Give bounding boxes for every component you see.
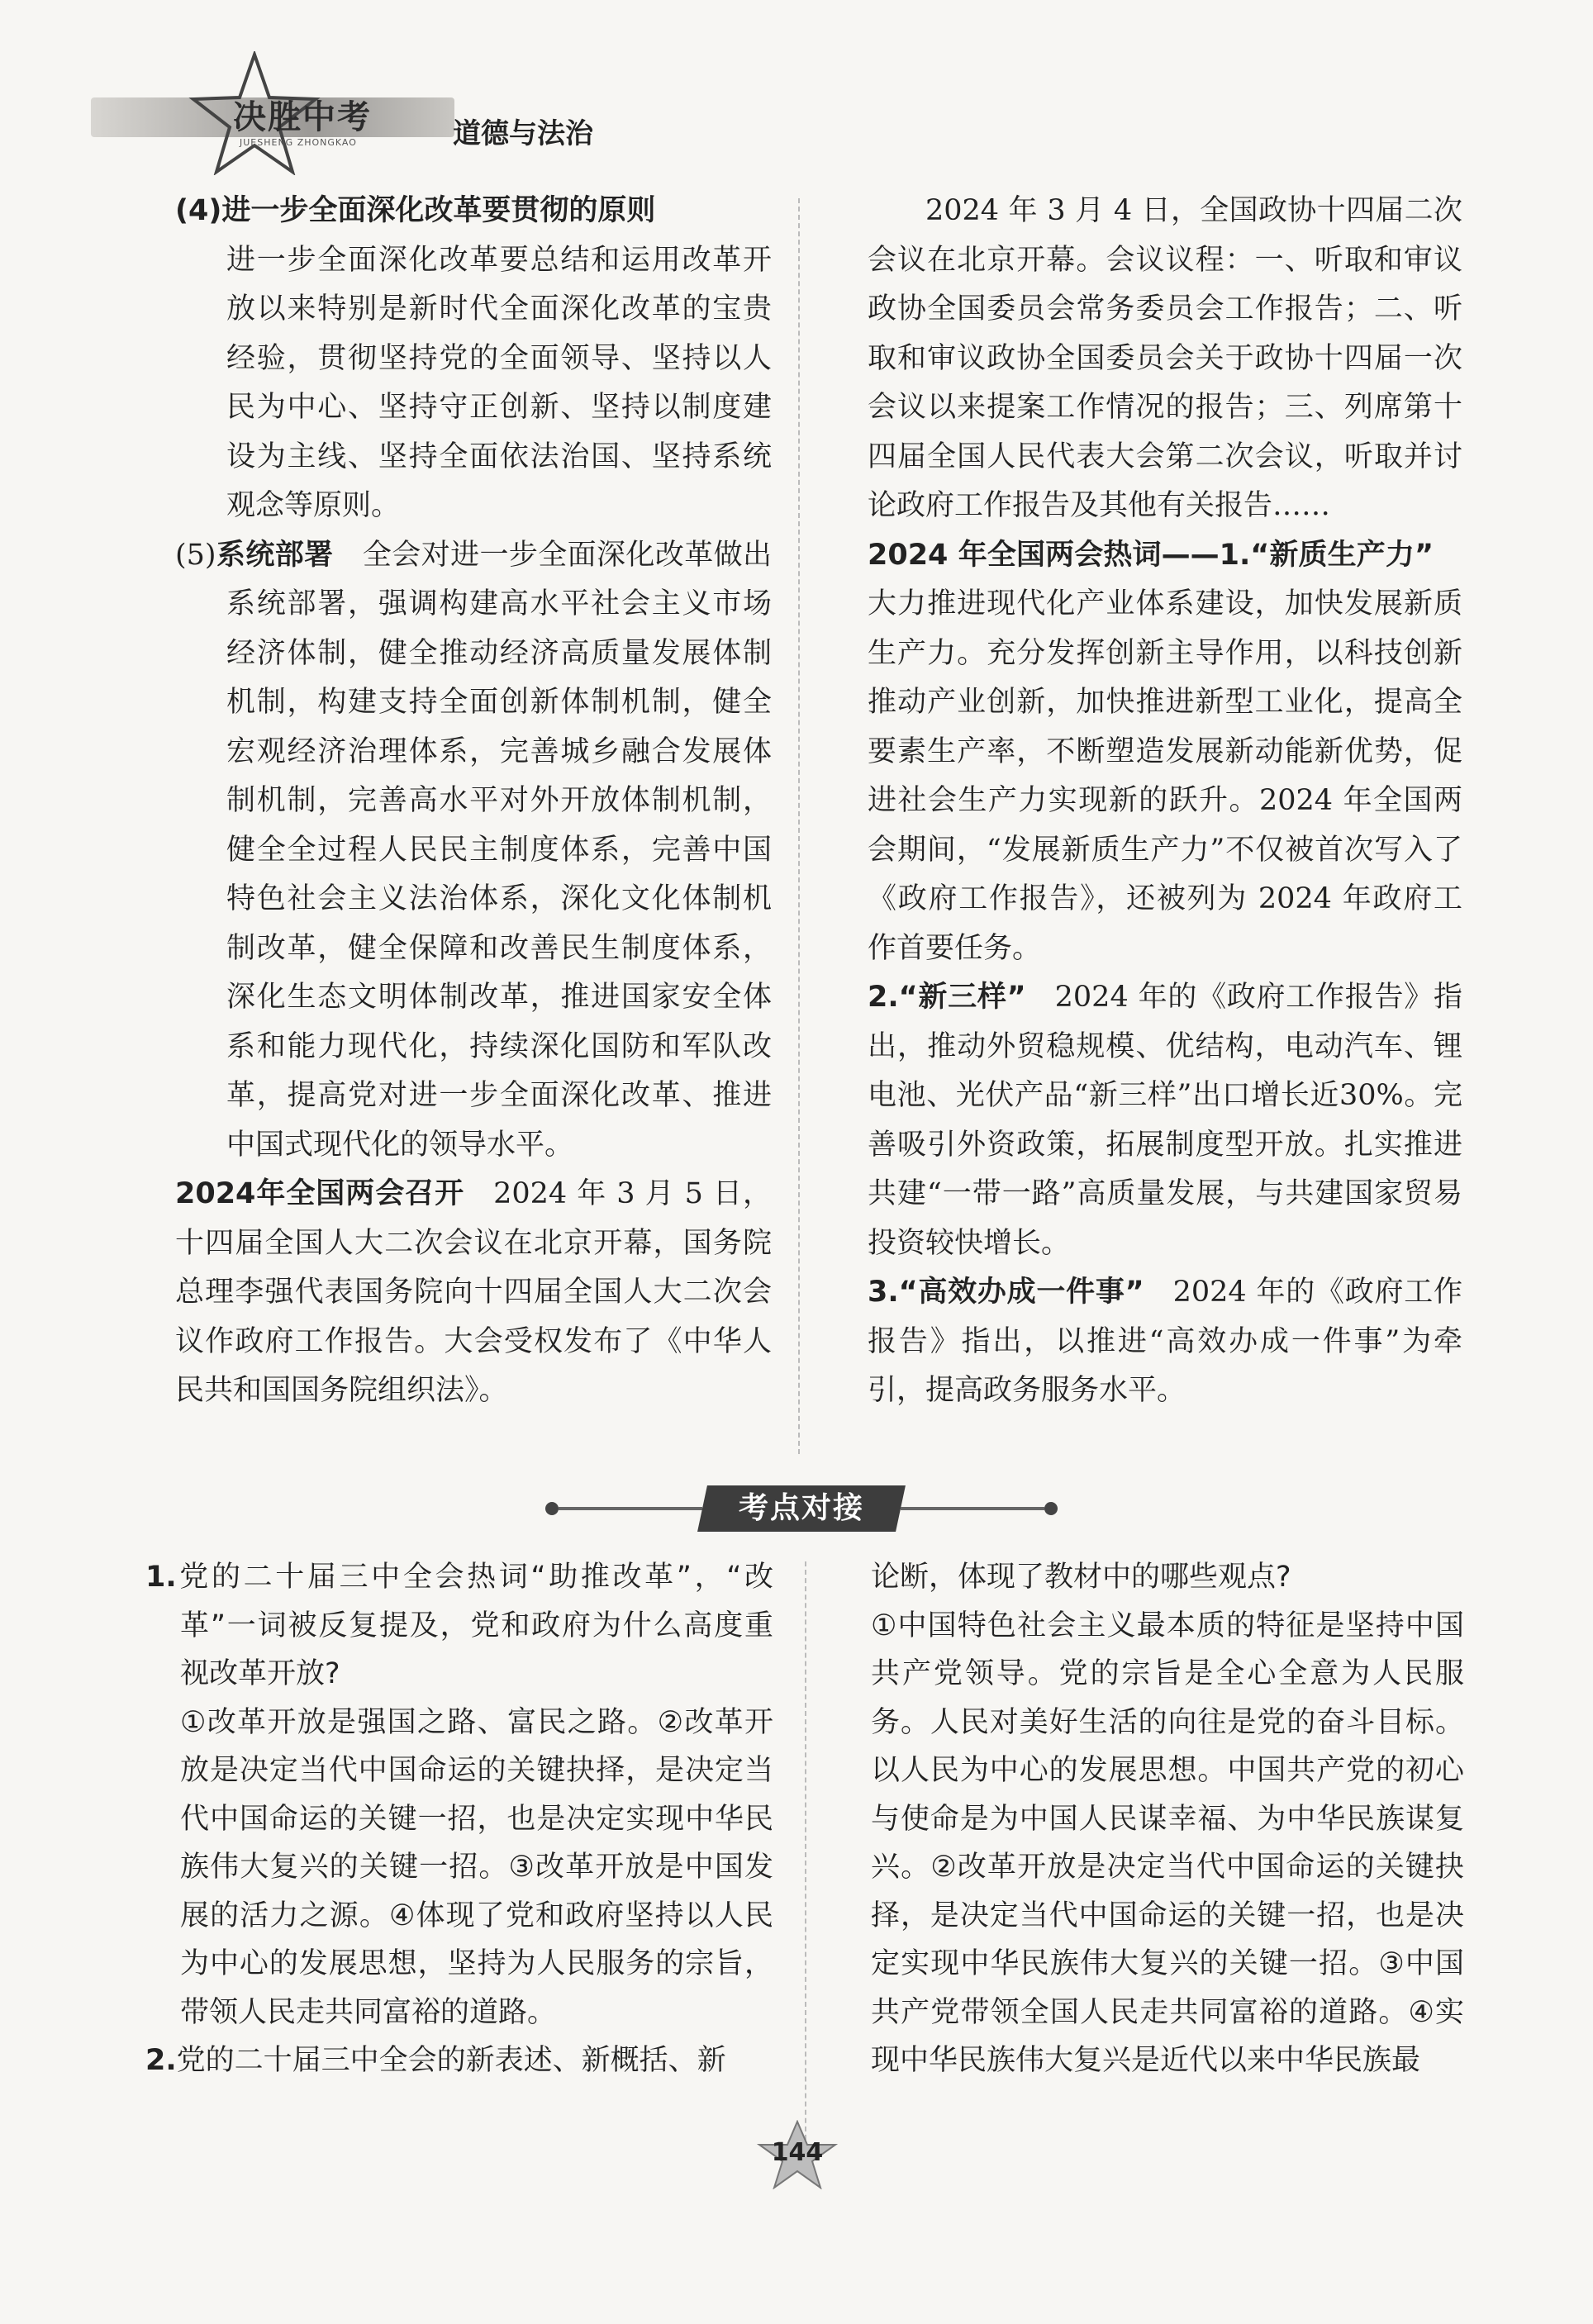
- right-column: [868, 187, 1462, 1416]
- item5-title: 系统部署: [216, 538, 334, 572]
- hotword2-paragraph: [868, 973, 1462, 1268]
- lianghui-paragraph: [175, 1170, 772, 1416]
- lianghui-title: 2024年全国两会召开: [175, 1177, 465, 1210]
- lower-left-column: [145, 1553, 773, 2085]
- banner-dot-right: [1044, 1502, 1058, 1515]
- zhengxie-body: 2024 年 3 月 4 日，全国政协十四届二次会议在北京开幕。会议议程：一、听取和审议政协全国委员会常务委员会工作报告；二、听取和审议政协全国委员会关于政协十四届一次会议以来提案工作情况的报告；三、列席第十四届全国人民代表大会第二次会议，听取并讨论政府工作报告及其他有关报告……: [868, 194, 1462, 522]
- question-2-text-part2: 论断，体现了教材中的哪些观点?: [871, 1561, 1291, 1594]
- banner-line-left: [559, 1507, 702, 1510]
- hotword2-title: 2.“新三样”: [868, 981, 1026, 1014]
- answer-2: ①中国特色社会主义最本质的特征是坚持中国共产党领导。党的宗旨是全心全意为人民服务。人民对美好生活的向往是党的奋斗目标。以人民为中心的发展思想。中国共产党的初心与使命是为中国人民谋幸福、为中华民族谋复兴。②改革开放是决定当代中国命运的关键抉择，是决定当代中国命运的关键一招，也是决定实现中华民族伟大复兴的关键一招。③中国共产党带领全国人民走共同富裕的道路。④实现中华民族伟大复兴是近代以来中华民族最: [871, 1609, 1464, 2077]
- hotword1-paragraph: [868, 531, 1462, 974]
- header-brand: 决胜中考: [233, 98, 372, 136]
- banner-dot-left: [545, 1502, 559, 1515]
- question-2-text-part1: 党的二十届三中全会的新表述、新概括、新: [176, 2044, 726, 2077]
- hotword3-title: 3.“高效办成一件事”: [868, 1276, 1144, 1309]
- lower-right-column: [871, 1553, 1464, 2085]
- question-2: [145, 2036, 773, 2085]
- item4-title: (4)进一步全面深化改革要贯彻的原则: [175, 194, 656, 227]
- item5-paragraph: [175, 531, 772, 1171]
- hotword3-paragraph: [868, 1268, 1462, 1416]
- question-2-number: 2.: [145, 2044, 177, 2077]
- section-banner: [545, 1484, 1058, 1533]
- item4-body: 进一步全面深化改革要总结和运用改革开放以来特别是新时代全面深化改革的宝贵经验，贯彻坚持党的全面领导、坚持以人民为中心、坚持守正创新、坚持以制度建设为主线、坚持全面依法治国、坚持系统观念等原则。: [226, 243, 772, 522]
- hotword1-body: 大力推进现代化产业体系建设，加快发展新质生产力。充分发挥创新主导作用，以科技创新推动产业创新，加快推进新型工业化，提高全要素生产率，不断塑造发展新动能新优势，促进社会生产力实现新的跃升。2024 年全国两会期间，“发展新质生产力”不仅被首次写入了《政府工作报告》，还被列为 2024 年政府工作首要任务。: [868, 587, 1462, 965]
- header-subject: 道德与法治: [453, 117, 593, 150]
- item5-body: 全会对进一步全面深化改革做出系统部署，强调构建高水平社会主义市场经济体制，健全推动经济高质量发展体制机制，构建支持全面创新体制机制，健全宏观经济治理体系，完善城乡融合发展体制机制，完善高水平对外开放体制机制，健全全过程人民民主制度体系，完善中国特色社会主义法治体系，深化文化体制机制改革，健全保障和改善民生制度体系，深化生态文明体制改革，推进国家安全体系和能力现代化，持续深化国防和军队改革，提高党对进一步全面深化改革、推进中国式现代化的领导水平。: [226, 538, 772, 1162]
- question-1-text: 党的二十届三中全会热词“助推改革”，“改革”一词被反复提及，党和政府为什么高度重视改革开放?: [176, 1561, 773, 1690]
- banner-line-right: [901, 1507, 1044, 1510]
- item5-label: (5): [175, 538, 216, 572]
- answer-1: ①改革开放是强国之路、富民之路。②改革开放是决定当代中国命运的关键抉择，是决定当代中国命运的关键一招，也是决定实现中华民族伟大复兴的关键一招。③改革开放是中国发展的活力之源。④体现了党和政府坚持以人民为中心的发展思想，坚持为人民服务的宗旨，带领人民走共同富裕的道路。: [180, 1705, 773, 2029]
- header-brand-en: JUESHENG ZHONGKAO: [240, 137, 357, 148]
- hotword1-title: 2024 年全国两会热词——1.“新质生产力”: [868, 538, 1434, 572]
- lianghui-body: 2024 年 3 月 5 日，十四届全国人大二次会议在北京开幕，国务院总理李强代表国务院向十四届全国人大二次会议作政府工作报告。大会受权发布了《中华人民共和国国务院组织法》。: [175, 1177, 772, 1407]
- column-divider: [798, 198, 800, 1454]
- left-column: [175, 187, 772, 1416]
- hotword3-body: 2024 年的《政府工作报告》指出，以推进“高效办成一件事”为牵引，提高政务服务水平。: [868, 1276, 1463, 1407]
- hotword2-body: 2024 年的《政府工作报告》指出，推动外贸稳规模、优结构，电动汽车、锂电池、光伏产品“新三样”出口增长近30%。完善吸引外资政策，拓展制度型开放。扎实推进共建“一带一路”高质量发展，与共建国家贸易投资较快增长。: [868, 981, 1463, 1260]
- lower-column-divider: [805, 1561, 806, 2156]
- question-1: [145, 1553, 773, 1699]
- question-1-number: 1.: [145, 1561, 177, 1594]
- page-number: 144: [771, 2138, 824, 2167]
- section-title: 考点对接: [738, 1491, 864, 1525]
